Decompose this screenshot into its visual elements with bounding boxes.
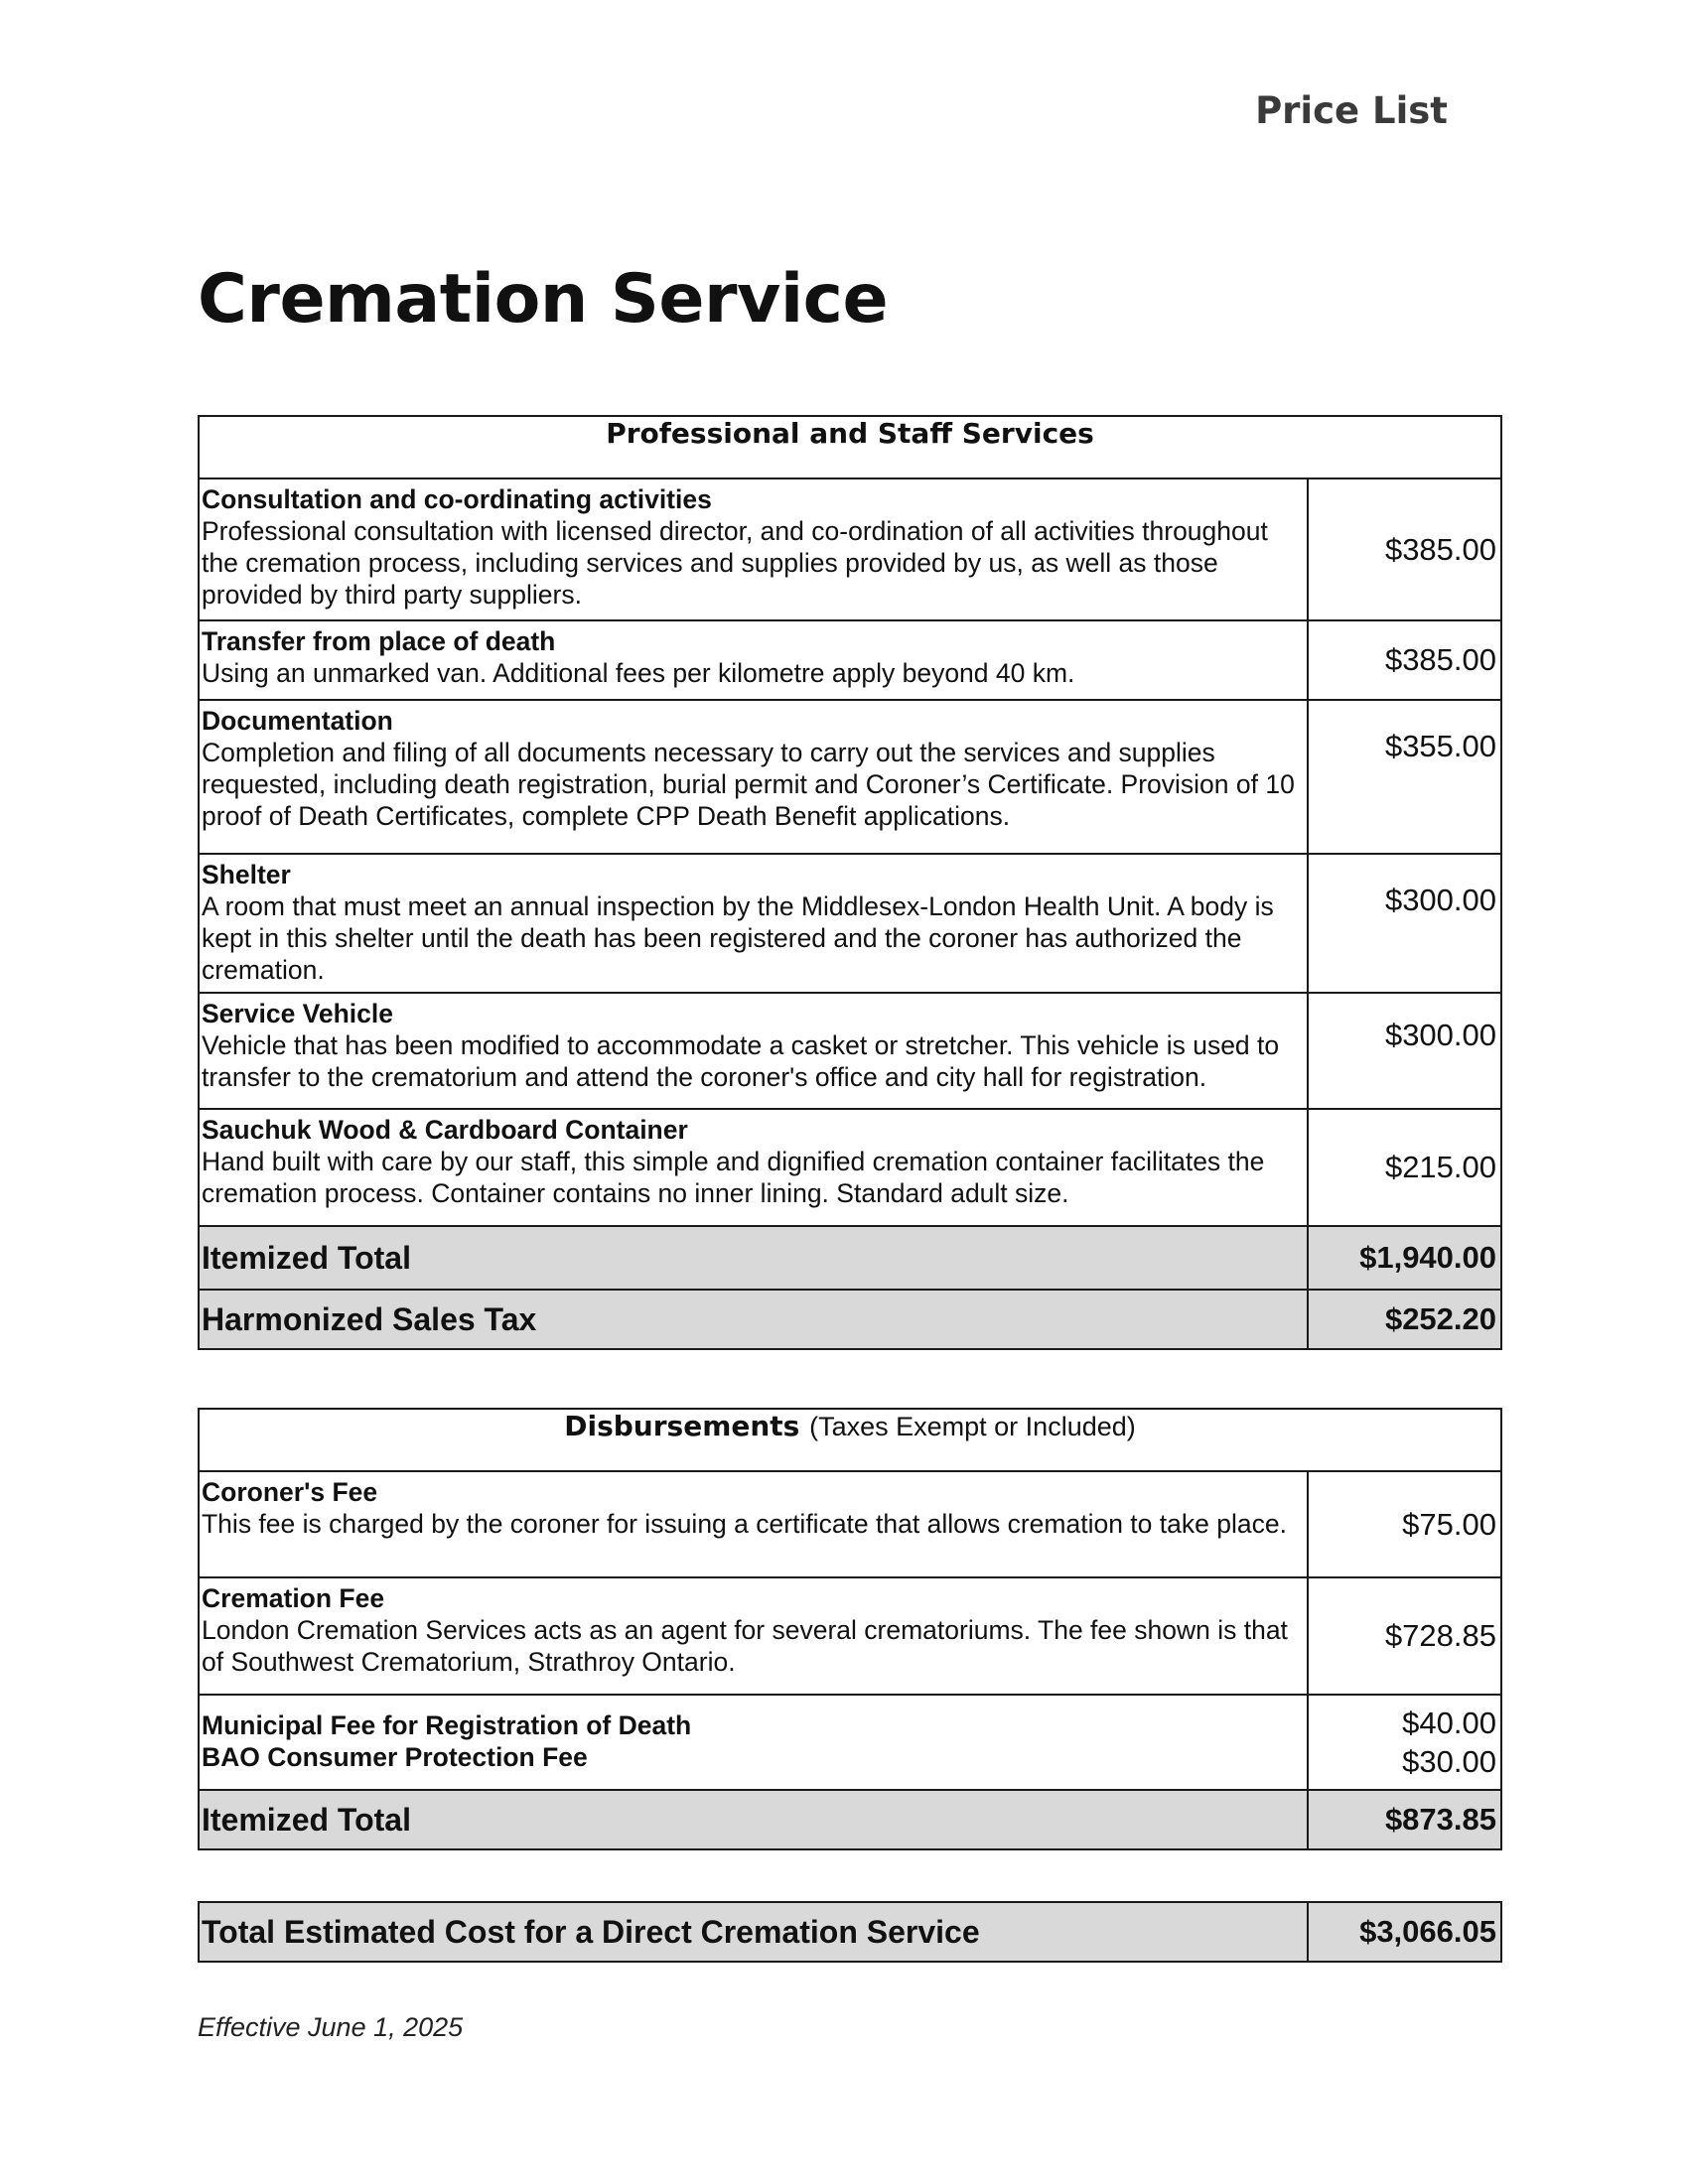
grand-total-amount: $3,066.05 [1308,1902,1501,1962]
item-price: $728.85 [1308,1577,1501,1695]
item-title: Cremation Fee [202,1583,385,1613]
effective-date: Effective June 1, 2025 [198,2012,464,2042]
item-price: $300.00 [1308,854,1501,993]
price-list-label: Price List [1255,89,1448,132]
grand-total-label: Total Estimated Cost for a Direct Cremation Service [199,1902,1308,1962]
tax-row [199,1290,1501,1349]
tax-label: Harmonized Sales Tax [199,1290,1308,1349]
item-title: Documentation [202,706,393,736]
itemized-total-amount: $1,940.00 [1308,1226,1501,1290]
table-row [199,1471,1501,1577]
item-description: Completion and filing of all documents necessary to carry out the services and supplies requested, including death registration, burial permit and Coroner’s Certificate. Provision of 10 proof of Death Certificates, complete CPP Death Benefit applications. [202,738,1295,831]
item-price: $215.00 [1308,1109,1501,1226]
page-title: Cremation Service [198,260,889,339]
bao-fee-price: $30.00 [1402,1744,1496,1779]
table-row [199,700,1501,854]
itemized-total-row [199,1226,1501,1290]
disbursements-heading-note: (Taxes Exempt or Included) [809,1412,1136,1441]
item-description: Professional consultation with licensed director, and co-ordination of all activities throughout the cremation process, including services and supplies provided by us, as well as those provided by third party suppliers. [202,516,1268,610]
grand-total-table [198,1901,1502,1963]
itemized-total-label: Itemized Total [199,1226,1308,1290]
itemized-total-label: Itemized Total [199,1790,1308,1849]
item-price: $385.00 [1308,620,1501,700]
tax-amount: $252.20 [1308,1290,1501,1349]
item-description: A room that must meet an annual inspection by the Middlesex-London Health Unit. A body is kept in this shelter until the death has been registered and the coroner has authorized the cremation. [202,891,1274,985]
item-description: This fee is charged by the coroner for issuing a certificate that allows cremation to take place. [202,1509,1287,1539]
table-row [199,1695,1501,1790]
table-row [199,478,1501,620]
item-title: Shelter [202,860,291,889]
municipal-fee-price: $40.00 [1402,1706,1496,1740]
professional-services-heading: Professional and Staff Services [199,416,1501,478]
item-title: Transfer from place of death [202,626,556,656]
municipal-fee-label: Municipal Fee for Registration of Death [202,1710,692,1740]
item-price: $355.00 [1308,700,1501,854]
grand-total-row [199,1902,1501,1962]
table-row [199,620,1501,700]
item-title: Coroner's Fee [202,1477,378,1507]
item-price: $300.00 [1308,993,1501,1109]
disbursements-heading-title: Disbursements [564,1410,800,1442]
bao-fee-label: BAO Consumer Protection Fee [202,1742,588,1772]
item-title: Sauchuk Wood & Cardboard Container [202,1115,688,1145]
table-row [199,993,1501,1109]
itemized-total-row [199,1790,1501,1849]
item-price: $75.00 [1308,1471,1501,1577]
table-row [199,854,1501,993]
item-description: London Cremation Services acts as an agent for several crematoriums. The fee shown is that of Southwest Crematorium, Strathroy Ontario. [202,1615,1288,1677]
disbursements-heading [199,1409,1501,1471]
item-description: Hand built with care by our staff, this simple and dignified cremation container facilitates the cremation process. Container contains no inner lining. Standard adult size. [202,1147,1265,1208]
disbursements-table [198,1408,1502,1850]
table-row [199,1577,1501,1695]
item-price: $385.00 [1308,478,1501,620]
item-description: Using an unmarked van. Additional fees per kilometre apply beyond 40 km. [202,658,1075,688]
professional-services-table [198,415,1502,1350]
item-title: Consultation and co-ordinating activities [202,484,712,514]
table-row [199,1109,1501,1226]
itemized-total-amount: $873.85 [1308,1790,1501,1849]
item-title: Service Vehicle [202,999,394,1028]
item-description: Vehicle that has been modified to accommodate a casket or stretcher. This vehicle is used to transfer to the crematorium and attend the coroner's office and city hall for registration. [202,1030,1280,1092]
